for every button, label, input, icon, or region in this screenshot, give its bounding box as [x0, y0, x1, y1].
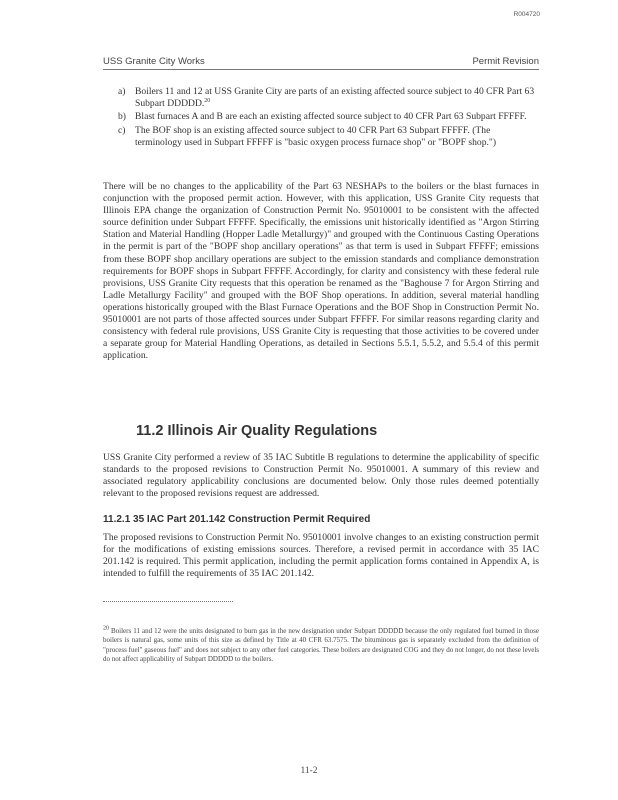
list-marker: c)	[118, 124, 126, 136]
list-marker: a)	[118, 86, 126, 97]
list-item-text: Boilers 11 and 12 at USS Granite City are parts of an existing affected source subject to 40 CFR Part 63 Subpart DDDDD.	[135, 86, 535, 110]
header-doc-type: Permit Revision	[472, 56, 539, 67]
footnote	[103, 627, 539, 664]
footnote-text: Boilers 11 and 12 were the units designated to burn gas in the new designation under Subpart DDDDD because the only regulated fuel burned in those boilers is natural gas, some units of this size as defined by Title at 40 CFR 63.7575. The bituminous gas is separately excluded from the definition of "process fuel" gaseous fuel" and does not subject to any other fuel categories. These boilers are designated COG and they do not longer, do not these levels do not affect applicability of Subpart DDDDD to the boilers.	[103, 627, 539, 663]
footnote-rule	[103, 601, 233, 602]
list-item	[118, 86, 538, 110]
header-facility: USS Granite City Works	[103, 56, 205, 67]
list-item	[118, 125, 538, 149]
list-item-text: The BOF shop is an existing affected source subject to 40 CFR Part 63 Subpart FFFFF. (The terminology used in Subpart FFFFF is "basic oxygen process furnace shop" or "BOPF shop.")	[135, 124, 497, 148]
body-paragraph-applicability: There will be no changes to the applicability of the Part 63 NESHAPs to the boilers or the blast furnaces in conjunction with the proposed permit action. However, with this application, USS Granite City requests that Illinois EPA change the organization of Construction Permit No. 95010001 to be consistent with the affected source definition under Subpart FFFFF. Specifically, the emissions unit historically identified as "Argon Stirring Station and Material Handling (Hopper Ladle Metallurgy)" and grouped with the Continuous Casting Operations in the permit is part of the "BOPF shop ancillary operations" as that term is used in Subpart FFFFF; emissions from these BOPF shop ancillary operations are subject to the emission standards and compliance demonstration requirements for BOPF shops in Subpart FFFFF. Accordingly, for clarity and consistency with these federal rule provisions, USS Granite City requests that this operation be renamed as the "Baghouse 7 for Argon Stirring and Ladle Metallurgy Facility" and grouped with the BOF Shop operations. In addition, several material handling operations historically grouped with the Blast Furnace Operations and the BOF Shop in Construction Permit No. 95010001 are not parts of those affected sources under Subpart FFFFF. For similar reasons regarding clarity and consistency with federal rule provisions, USS Granite City is requesting that those activities to be covered under a separate group for Material Handling Operations, as detailed in Sections 5.5.1, 5.5.2, and 5.5.4 of this permit application.	[103, 181, 539, 362]
subsection-heading: 11.2.1 35 IAC Part 201.142 Construction Permit Required	[103, 514, 371, 525]
document-id: R004720	[513, 11, 540, 18]
body-paragraph-permit: The proposed revisions to Construction Permit No. 95010001 involve changes to an existing construction permit for the modifications of existing emissions sources. Therefore, a revised permit in accordance with 35 IAC 201.142 is required. This permit application, including the permit application forms contained in Appendix A, is intended to fulfill the requirements of 35 IAC 201.142.	[103, 532, 539, 580]
section-heading: 11.2 Illinois Air Quality Regulations	[136, 423, 378, 439]
header-rule	[103, 69, 539, 70]
list-item-text: Blast furnaces A and B are each an existing affected source subject to 40 CFR Part 63 Subpart FFFFF.	[135, 111, 527, 123]
list-item	[118, 111, 538, 123]
page-number: 11-2	[300, 766, 318, 776]
page-header	[103, 56, 539, 67]
body-paragraph-review: USS Granite City performed a review of 35 IAC Subtitle B regulations to determine the applicability of specific standards to the proposed revisions to Construction Permit No. 95010001. A summary of this review and associated regulatory applicability conclusions are documented below. Only those rules deemed potentially relevant to the proposed revisions request are addressed.	[103, 452, 539, 500]
applicability-list	[118, 86, 538, 150]
list-marker: b)	[118, 111, 126, 123]
footnote-ref: 20	[204, 98, 211, 105]
footnote-number: 20	[103, 625, 109, 632]
